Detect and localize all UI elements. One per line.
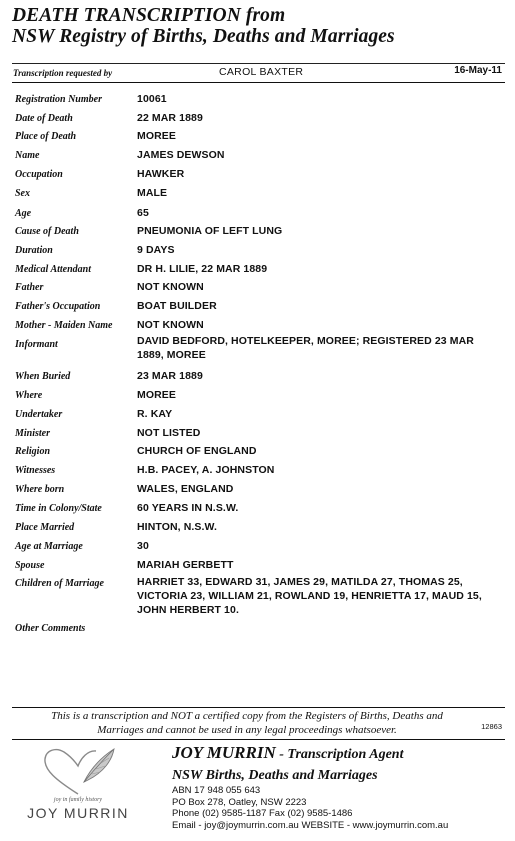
field-value: BOAT BUILDER bbox=[137, 300, 217, 312]
disclaimer-line-2: Marriages and cannot be used in any legal proceedings whatsoever. bbox=[97, 724, 397, 736]
document-title bbox=[12, 5, 395, 47]
request-label: Transcription requested by bbox=[13, 68, 113, 78]
field-value: NOT KNOWN bbox=[137, 319, 204, 331]
field-label: Where bbox=[15, 390, 43, 401]
field-label: Medical Attendant bbox=[15, 264, 92, 275]
field-value: 9 DAYS bbox=[137, 244, 175, 256]
reference-code: 12863 bbox=[481, 722, 502, 731]
logo-name: JOY MURRIN bbox=[27, 805, 129, 821]
request-row bbox=[12, 63, 505, 83]
field-label: Occupation bbox=[15, 169, 63, 180]
field-value: NOT KNOWN bbox=[137, 281, 204, 293]
field-label: Name bbox=[15, 150, 40, 161]
field-label: Minister bbox=[15, 428, 51, 439]
field-value: MALE bbox=[137, 187, 168, 199]
field-label: Witnesses bbox=[15, 465, 56, 476]
field-value: MOREE bbox=[137, 389, 177, 401]
field-label: Mother - Maiden Name bbox=[15, 320, 113, 331]
field-value: HARRIET 33, EDWARD 31, JAMES 29, MATILDA 27, THOMAS 25, VICTORIA 23, WILLIAM 21, ROWLAND 19, HENRIETTA 17, MAUD 15, JOHN HERBERT 10. bbox=[137, 576, 482, 616]
title-line-2: NSW Registry of Births, Deaths and Marriages bbox=[12, 26, 395, 47]
field-value: 22 MAR 1889 bbox=[137, 112, 203, 124]
field-label: Undertaker bbox=[15, 409, 63, 420]
field-label: Cause of Death bbox=[15, 226, 79, 237]
field-label: Father bbox=[15, 282, 44, 293]
field-label: Age bbox=[15, 208, 32, 219]
field-label: Place of Death bbox=[15, 131, 77, 142]
field-value: DAVID BEDFORD, HOTELKEEPER, MOREE; REGISTERED 23 MAR 1889, MOREE bbox=[137, 335, 474, 361]
logo-tagline: joy in family history bbox=[53, 797, 103, 803]
field-value: 23 MAR 1889 bbox=[137, 370, 203, 382]
field-label: Spouse bbox=[15, 560, 45, 571]
field-value: 60 YEARS IN N.S.W. bbox=[137, 502, 239, 514]
field-value: PNEUMONIA OF LEFT LUNG bbox=[137, 225, 283, 237]
field-label: Sex bbox=[15, 188, 30, 199]
field-value: MOREE bbox=[137, 130, 177, 142]
disclaimer-line-1: This is a transcription and NOT a certified copy from the Registers of Births, Deaths and bbox=[51, 710, 443, 722]
agent-role: - Transcription Agent bbox=[275, 747, 404, 762]
field-label: Duration bbox=[15, 245, 53, 256]
field-label: Age at Marriage bbox=[15, 541, 83, 552]
field-value: DR H. LILIE, 22 MAR 1889 bbox=[137, 263, 268, 275]
field-label: Father's Occupation bbox=[15, 301, 101, 312]
field-value: 30 bbox=[137, 540, 149, 552]
disclaimer-text bbox=[22, 709, 472, 737]
field-value: WALES, ENGLAND bbox=[137, 483, 234, 495]
heart-feather-icon bbox=[18, 744, 138, 798]
disclaimer-box bbox=[12, 707, 505, 740]
agent-details bbox=[172, 743, 507, 831]
agent-logo bbox=[18, 744, 163, 834]
field-value: MARIAH GERBETT bbox=[137, 559, 234, 571]
field-value: CHURCH OF ENGLAND bbox=[137, 445, 257, 457]
agent-address: PO Box 278, Oatley, NSW 2223 bbox=[172, 796, 307, 808]
field-label: Where born bbox=[15, 484, 65, 495]
field-value: R. KAY bbox=[137, 408, 173, 420]
agent-heading bbox=[172, 743, 507, 765]
field-label: Registration Number bbox=[15, 94, 102, 105]
agent-name: JOY MURRIN bbox=[172, 743, 276, 762]
field-label: Children of Marriage bbox=[15, 578, 104, 589]
field-label: When Buried bbox=[15, 371, 71, 382]
agent-contact: Email - joy@joymurrin.com.au WEBSITE - www.joymurrin.com.au bbox=[172, 819, 449, 831]
field-value: HINTON, N.S.W. bbox=[137, 521, 217, 533]
field-label: Time in Colony/State bbox=[15, 503, 102, 514]
field-label: Other Comments bbox=[15, 623, 86, 634]
requester-name: CAROL BAXTER bbox=[219, 66, 304, 78]
title-line-1: DEATH TRANSCRIPTION from bbox=[12, 5, 286, 26]
agent-phone: Phone (02) 9585-1187 Fax (02) 9585-1486 bbox=[172, 808, 353, 819]
field-label: Informant bbox=[15, 339, 58, 350]
agent-subtitle: NSW Births, Deaths and Marriages bbox=[172, 768, 378, 783]
field-value: 10061 bbox=[137, 93, 167, 105]
field-value: JAMES DEWSON bbox=[137, 149, 225, 161]
field-label: Date of Death bbox=[15, 113, 73, 124]
agent-abn: ABN 17 948 055 643 bbox=[172, 785, 261, 796]
field-value: H.B. PACEY, A. JOHNSTON bbox=[137, 464, 275, 476]
field-label: Place Married bbox=[15, 522, 75, 533]
request-date: 16-May-11 bbox=[454, 65, 502, 76]
field-value: NOT LISTED bbox=[137, 427, 201, 439]
field-label: Religion bbox=[15, 446, 51, 457]
field-value: 65 bbox=[137, 207, 149, 219]
field-value: HAWKER bbox=[137, 168, 185, 180]
